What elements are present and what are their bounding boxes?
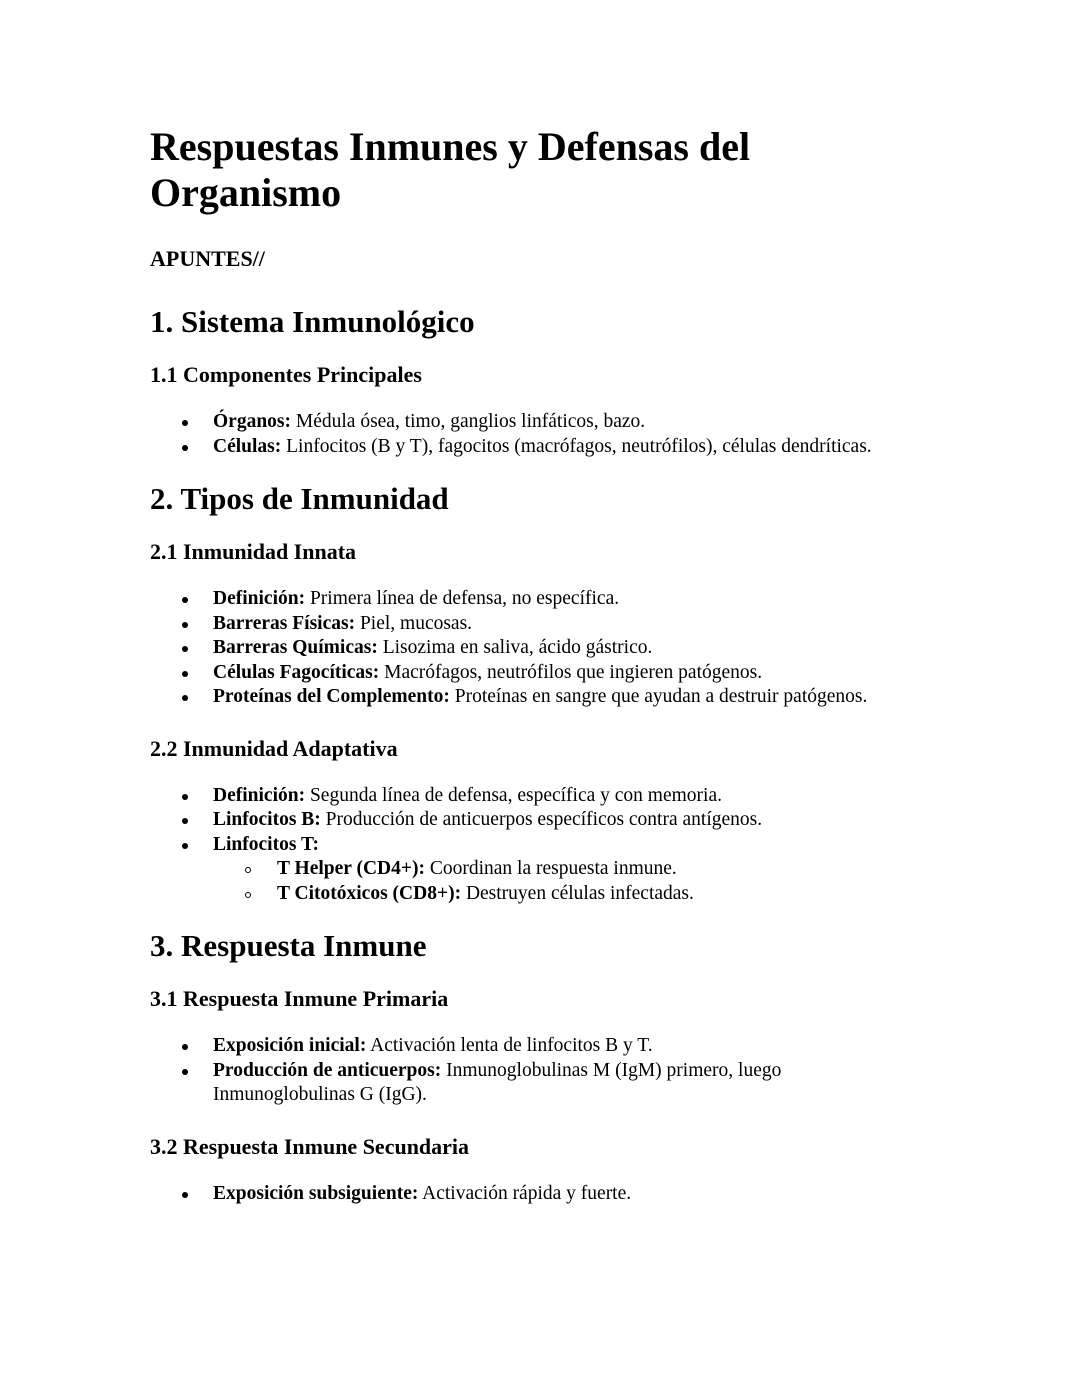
section-heading-2: 2. Tipos de Inmunidad <box>150 481 449 516</box>
item-text: Primera línea de defensa, no específica. <box>305 588 620 609</box>
nested-list <box>213 857 950 906</box>
item-term: Células Fagocíticas: <box>213 661 380 683</box>
item-term: Órganos: <box>213 411 291 432</box>
list-item <box>150 1034 950 1059</box>
section-heading-3: 3. Respuesta Inmune <box>150 928 427 963</box>
list-item <box>150 435 950 460</box>
subsection-heading-2-1: 2.1 Inmunidad Innata <box>150 539 357 564</box>
item-text: Activación rápida y fuerte. <box>418 1182 632 1204</box>
item-term: Exposición subsiguiente: <box>213 1182 419 1204</box>
item-text: Inmunoglobulinas M (IgM) primero, luego Inmunoglobulinas G (IgG). <box>213 1059 782 1105</box>
bullet-list-3-2 <box>150 1182 950 1207</box>
item-text: Destruyen células infectadas. <box>461 882 694 904</box>
subsection-heading-3-2: 3.2 Respuesta Inmune Secundaria <box>150 1133 470 1159</box>
item-term: Exposición inicial: <box>213 1035 367 1056</box>
subsection-heading-1-1: 1.1 Componentes Principales <box>150 362 422 387</box>
item-text: Proteínas en sangre que ayudan a destruir patógenos. <box>449 686 868 707</box>
list-item <box>150 784 950 809</box>
item-term: Células: <box>213 435 282 457</box>
item-text: Producción de anticuerpos específicos contra antígenos. <box>320 809 763 830</box>
item-term: T Citotóxicos (CD8+): <box>277 882 462 904</box>
item-term: Barreras Químicas: <box>213 637 378 658</box>
item-term: Producción de anticuerpos: <box>213 1059 442 1081</box>
section-heading-1: 1. Sistema Inmunológico <box>150 304 475 339</box>
list-item <box>150 808 950 833</box>
list-item <box>150 833 950 907</box>
list-item <box>150 587 950 612</box>
item-text: Segunda línea de defensa, específica y con memoria. <box>305 784 722 806</box>
item-text: Activación lenta de linfocitos B y T. <box>366 1035 653 1056</box>
item-text: Macrófagos, neutrófilos que ingieren patógenos. <box>379 661 763 683</box>
list-item <box>150 1059 950 1108</box>
item-term: T Helper (CD4+): <box>277 858 425 879</box>
bullet-list-2-2 <box>150 784 950 907</box>
item-text: Lisozima en saliva, ácido gástrico. <box>377 637 653 658</box>
item-term: Linfocitos T: <box>213 833 319 855</box>
item-text: Coordinan la respuesta inmune. <box>424 858 677 879</box>
item-term: Definición: <box>213 784 306 806</box>
list-item <box>150 661 950 686</box>
list-item <box>150 1182 950 1207</box>
list-item <box>150 612 950 637</box>
item-term: Proteínas del Complemento: <box>213 686 450 707</box>
document-title: Respuestas Inmunes y Defensas del Organismo <box>150 124 751 215</box>
item-term: Definición: <box>213 588 306 609</box>
document-page <box>150 124 950 1206</box>
list-item <box>150 410 950 435</box>
list-item <box>150 636 950 661</box>
item-text: Médula ósea, timo, ganglios linfáticos, bazo. <box>291 411 646 432</box>
item-term: Linfocitos B: <box>213 809 321 830</box>
item-text: Piel, mucosas. <box>355 612 473 634</box>
bullet-list-3-1 <box>150 1034 950 1108</box>
bullet-list-1-1 <box>150 410 950 459</box>
bullet-list-2-1 <box>150 587 950 710</box>
subsection-heading-2-2: 2.2 Inmunidad Adaptativa <box>150 735 398 761</box>
document-subtitle: APUNTES// <box>150 246 265 271</box>
nested-list-item <box>213 857 950 882</box>
list-item <box>150 685 950 710</box>
item-text: Linfocitos (B y T), fagocitos (macrófagos, neutrófilos), células dendríticas. <box>281 435 872 457</box>
nested-list-item <box>213 882 950 907</box>
item-term: Barreras Físicas: <box>213 612 356 634</box>
subsection-heading-3-1: 3.1 Respuesta Inmune Primaria <box>150 986 449 1011</box>
